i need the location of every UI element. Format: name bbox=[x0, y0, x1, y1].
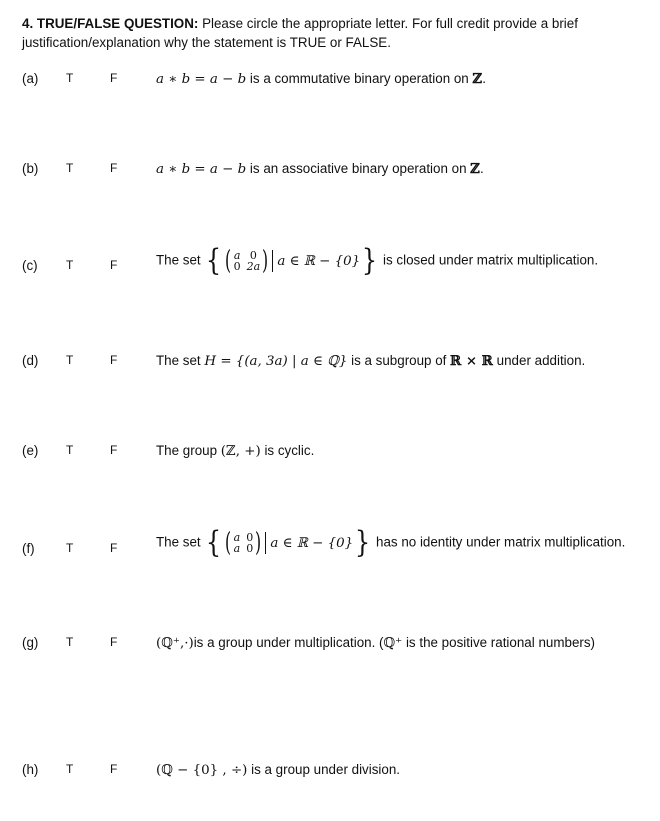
true-option[interactable]: T bbox=[66, 635, 74, 649]
matrix-cell: 0 bbox=[246, 531, 254, 544]
statement-suffix-2: under addition. bbox=[492, 353, 586, 368]
item-b bbox=[0, 161, 660, 191]
true-option[interactable]: T bbox=[66, 353, 74, 367]
left-paren: ( bbox=[225, 528, 232, 558]
statement-math: (ℚ⁺,·) bbox=[156, 636, 194, 651]
false-option[interactable]: F bbox=[110, 443, 118, 457]
item-label: (b) bbox=[22, 161, 39, 176]
statement bbox=[156, 71, 486, 87]
true-option[interactable]: T bbox=[66, 71, 74, 85]
matrix-set bbox=[204, 525, 372, 560]
item-a bbox=[0, 71, 660, 101]
true-option[interactable]: T bbox=[66, 443, 74, 457]
statement-math: a ∗ b = a − b bbox=[156, 72, 247, 87]
right-brace: } bbox=[355, 525, 371, 560]
item-c bbox=[0, 243, 660, 280]
false-option[interactable]: F bbox=[110, 353, 118, 367]
matrix-set bbox=[204, 243, 379, 278]
matrix-cell: a bbox=[233, 531, 241, 544]
question-instructions-line2: justification/explanation why the statement is TRUE or FALSE. bbox=[22, 35, 391, 50]
statement-suffix: is cyclic. bbox=[260, 443, 315, 458]
matrix-cell: 0 bbox=[249, 249, 257, 262]
statement-end: . bbox=[480, 161, 484, 176]
false-option[interactable]: F bbox=[110, 71, 118, 85]
statement-prefix: The set bbox=[156, 252, 205, 268]
statement bbox=[156, 161, 484, 177]
false-option[interactable]: F bbox=[110, 762, 118, 776]
right-brace: } bbox=[362, 243, 378, 278]
statement-suffix: is a group under division. bbox=[247, 762, 400, 777]
item-label: (d) bbox=[22, 353, 39, 368]
statement bbox=[156, 525, 626, 560]
matrix-cell: 2a bbox=[246, 260, 261, 273]
item-label: (f) bbox=[22, 541, 35, 556]
statement-suffix-2: is the positive rational numbers) bbox=[402, 635, 595, 650]
false-option[interactable]: F bbox=[110, 161, 118, 175]
matrix-cell: 0 bbox=[246, 542, 254, 555]
statement-suffix: is a group under multiplication. ( bbox=[193, 635, 384, 650]
item-label: (a) bbox=[22, 71, 39, 86]
statement bbox=[156, 353, 585, 369]
item-label: (h) bbox=[22, 762, 39, 777]
statement bbox=[156, 243, 599, 278]
statement-set: ℤ bbox=[472, 71, 483, 87]
statement-suffix: is closed under matrix multiplication. bbox=[379, 252, 599, 268]
statement-text: is a commutative binary operation on bbox=[246, 71, 473, 86]
statement-math: (ℚ − {0} , ÷) bbox=[156, 763, 248, 778]
true-option[interactable]: T bbox=[66, 161, 74, 175]
left-brace: { bbox=[206, 243, 222, 278]
statement-end: . bbox=[482, 71, 486, 86]
statement-suffix: is a subgroup of bbox=[347, 353, 451, 368]
set-condition: a ∈ ℝ − {0} bbox=[277, 253, 361, 269]
matrix bbox=[234, 532, 254, 554]
true-option[interactable]: T bbox=[66, 762, 74, 776]
statement-prefix: The group bbox=[156, 443, 221, 458]
right-paren: ) bbox=[262, 246, 269, 276]
statement bbox=[156, 443, 314, 459]
statement-math-2: ℚ⁺ bbox=[383, 636, 403, 651]
statement bbox=[156, 635, 595, 651]
item-e bbox=[0, 443, 660, 473]
false-option[interactable]: F bbox=[110, 635, 118, 649]
true-option[interactable]: T bbox=[66, 258, 74, 272]
statement-prefix: The set bbox=[156, 534, 205, 550]
left-brace: { bbox=[206, 525, 222, 560]
item-label: (c) bbox=[22, 258, 38, 273]
false-option[interactable]: F bbox=[110, 541, 118, 555]
statement-prefix: The set bbox=[156, 353, 205, 368]
set-bar bbox=[272, 250, 273, 272]
question-title: TRUE/FALSE QUESTION: bbox=[36, 16, 199, 31]
true-option[interactable]: T bbox=[66, 541, 74, 555]
matrix-cell: a bbox=[233, 542, 241, 555]
statement-math-2: ℝ × ℝ bbox=[450, 353, 493, 369]
item-h bbox=[0, 762, 660, 792]
item-f bbox=[0, 525, 660, 562]
left-paren: ( bbox=[225, 246, 232, 276]
statement-math: H = {(a, 3a) | a ∈ ℚ} bbox=[204, 354, 348, 369]
set-bar bbox=[265, 532, 266, 554]
statement bbox=[156, 762, 400, 778]
item-d bbox=[0, 353, 660, 383]
right-paren: ) bbox=[255, 528, 262, 558]
question-number: 4. bbox=[22, 16, 34, 31]
set-condition: a ∈ ℝ − {0} bbox=[270, 535, 354, 551]
question-header bbox=[22, 14, 642, 52]
statement-math: a ∗ b = a − b bbox=[156, 162, 247, 177]
matrix-cell: 0 bbox=[233, 260, 241, 273]
item-label: (g) bbox=[22, 635, 39, 650]
matrix bbox=[234, 250, 261, 272]
statement-math: (ℤ, +) bbox=[220, 444, 261, 459]
false-option[interactable]: F bbox=[110, 258, 118, 272]
item-label: (e) bbox=[22, 443, 39, 458]
statement-set: ℤ bbox=[470, 161, 481, 177]
statement-suffix: has no identity under matrix multiplication. bbox=[372, 534, 626, 550]
question-instructions-line1: Please circle the appropriate letter. For full credit provide a brief bbox=[198, 16, 578, 31]
matrix-cell: a bbox=[233, 249, 241, 262]
item-g bbox=[0, 635, 660, 665]
statement-text: is an associative binary operation on bbox=[246, 161, 471, 176]
